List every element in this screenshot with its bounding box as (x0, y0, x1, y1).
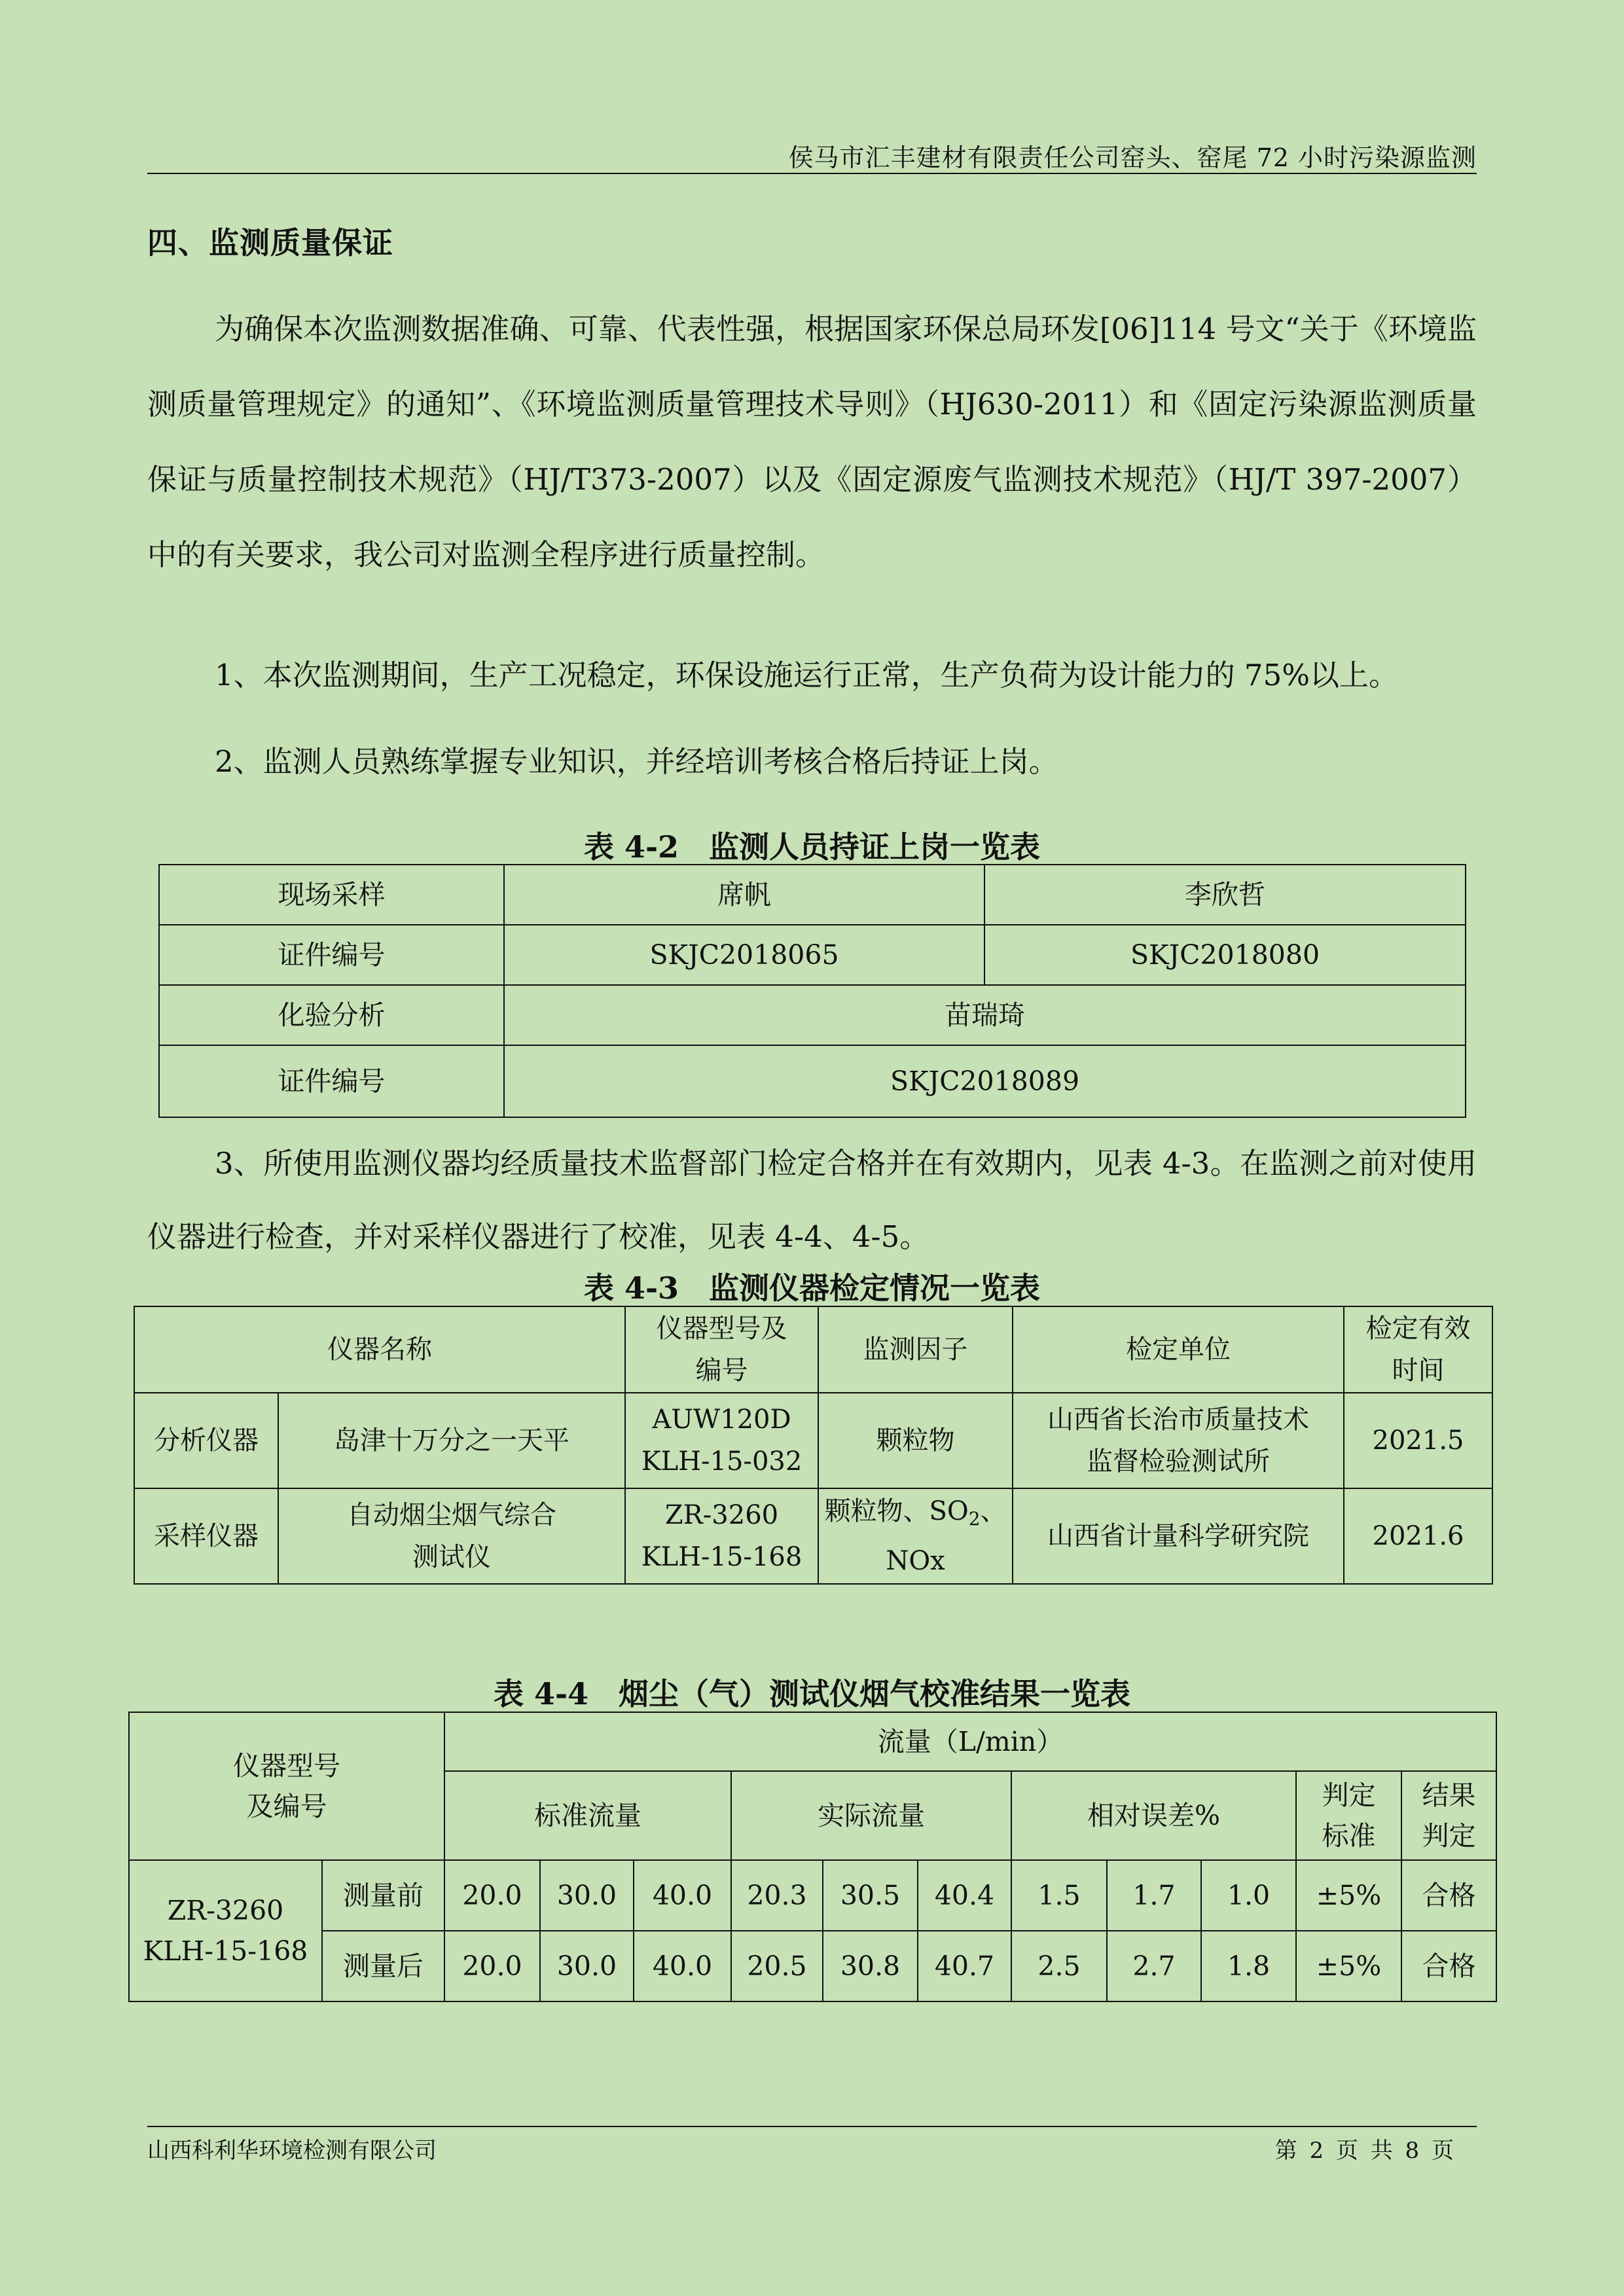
header-unit: 检定单位 (1013, 1306, 1344, 1393)
analyst: 苗瑞琦 (504, 985, 1466, 1045)
std-flow: 30.0 (540, 1860, 634, 1931)
table-row (129, 1931, 1496, 2001)
cert-label: 证件编号 (159, 925, 504, 985)
act-flow: 20.3 (731, 1860, 823, 1931)
table44-caption: 表 4-4 烟尘（气）测试仪烟气校准结果一览表 (493, 1676, 1131, 1712)
rel-error: 1.5 (1011, 1860, 1107, 1931)
stage: 测量后 (322, 1931, 444, 2001)
std-flow: 20.0 (444, 1860, 540, 1931)
instrument-model: ZR-3260 KLH-15-168 (625, 1488, 818, 1584)
instrument-name: 岛津十万分之一天平 (278, 1393, 625, 1488)
analysis-label: 化验分析 (159, 985, 504, 1045)
instrument-model: ZR-3260 KLH-15-168 (129, 1860, 322, 2001)
cert-label-2: 证件编号 (159, 1045, 504, 1117)
category: 分析仪器 (134, 1393, 278, 1488)
criterion: ±5% (1296, 1931, 1401, 2001)
table-row (134, 1488, 1492, 1584)
header-name: 仪器名称 (134, 1306, 625, 1393)
table-row (159, 865, 1466, 925)
rel-error: 2.7 (1107, 1931, 1201, 2001)
footer-rule (147, 2126, 1477, 2127)
instrument-name: 自动烟尘烟气综合 测试仪 (278, 1488, 625, 1584)
cert-1: SKJC2018065 (504, 925, 984, 985)
rel-error: 1.8 (1201, 1931, 1296, 2001)
verification-unit: 山西省计量科学研究院 (1013, 1488, 1344, 1584)
table-row (159, 925, 1466, 985)
stage: 测量前 (322, 1860, 444, 1931)
table42-caption: 表 4-2 监测人员持证上岗一览表 (583, 829, 1041, 865)
result: 合格 (1401, 1931, 1496, 2001)
monitoring-factor: 颗粒物、$SO_2$、 NOx (818, 1488, 1013, 1584)
header-criterion: 判定 标准 (1296, 1771, 1401, 1860)
instrument-table (134, 1306, 1493, 1585)
instrument-model: AUW120D KLH-15-032 (625, 1393, 818, 1488)
act-flow: 30.8 (823, 1931, 918, 2001)
table-row (159, 985, 1466, 1045)
personnel-table (158, 864, 1466, 1118)
valid-until: 2021.6 (1344, 1488, 1492, 1584)
page-header-title: 侯马市汇丰建材有限责任公司窑头、窑尾 72 小时污染源监测 (788, 143, 1477, 172)
std-flow: 20.0 (444, 1931, 540, 2001)
header-factor: 监测因子 (818, 1306, 1013, 1393)
header-model: 仪器型号及 编号 (625, 1306, 818, 1393)
header-standard-flow: 标准流量 (444, 1771, 731, 1860)
header-actual-flow: 实际流量 (731, 1771, 1011, 1860)
cert-3: SKJC2018089 (504, 1045, 1466, 1117)
rel-error: 1.0 (1201, 1860, 1296, 1931)
page-number: 第 2 页 共 8 页 (1274, 2138, 1454, 2164)
table-row (129, 1712, 1496, 1771)
calibration-table (128, 1712, 1497, 2002)
header-relative-error: 相对误差% (1011, 1771, 1296, 1860)
intro-paragraph: 为确保本次监测数据准确、可靠、代表性强，根据国家环保总局环发[06]114 号文“关于《环境监测质量管理规定》的通知”、《环境监测质量管理技术导则》（HJ630-2011）和《固定污染源监测质量保证与质量控制技术规范》（HJ/T373-2007）以及《固定源废气监测技术规范》（HJ/T 397-2007）中的有关要求，我公司对监测全程序进行质量控制。 (147, 312, 1477, 572)
std-flow: 40.0 (634, 1860, 731, 1931)
table43-caption: 表 4-3 监测仪器检定情况一览表 (583, 1270, 1041, 1306)
rel-error: 1.7 (1107, 1860, 1201, 1931)
rel-error: 2.5 (1011, 1931, 1107, 2001)
header-rule (147, 173, 1477, 174)
category: 采样仪器 (134, 1488, 278, 1584)
item-2: 2、监测人员熟练掌握专业知识，并经培训考核合格后持证上岗。 (215, 744, 1058, 779)
header-valid: 检定有效 时间 (1344, 1306, 1492, 1393)
section-title: 四、监测质量保证 (147, 225, 393, 260)
header-flow: 流量（L/min） (444, 1712, 1496, 1771)
table-row (129, 1860, 1496, 1931)
act-flow: 20.5 (731, 1931, 823, 2001)
item-3: 3、所使用监测仪器均经质量技术监督部门检定合格并在有效期内，见表 4-3。在监测之前对使用仪器进行检查，并对采样仪器进行了校准，见表 4-4、4-5。 (147, 1146, 1477, 1254)
verification-unit: 山西省长治市质量技术 监督检验测试所 (1013, 1393, 1344, 1488)
monitoring-factor: 颗粒物 (818, 1393, 1013, 1488)
header-result: 结果 判定 (1401, 1771, 1496, 1860)
result: 合格 (1401, 1860, 1496, 1931)
sampling-label: 现场采样 (159, 865, 504, 925)
valid-until: 2021.5 (1344, 1393, 1492, 1488)
footer-company: 山西科利华环境检测有限公司 (147, 2138, 437, 2164)
table-row (134, 1306, 1492, 1393)
sampler-2: 李欣哲 (984, 865, 1466, 925)
cert-2: SKJC2018080 (984, 925, 1466, 985)
act-flow: 40.4 (918, 1860, 1011, 1931)
act-flow: 30.5 (823, 1860, 918, 1931)
table-row (159, 1045, 1466, 1117)
act-flow: 40.7 (918, 1931, 1011, 2001)
sampler-1: 席帆 (504, 865, 984, 925)
header-model: 仪器型号 及编号 (129, 1712, 444, 1860)
item-1: 1、本次监测期间，生产工况稳定，环保设施运行正常，生产负荷为设计能力的 75%以上。 (215, 658, 1398, 692)
table-row (134, 1393, 1492, 1488)
std-flow: 30.0 (540, 1931, 634, 2001)
criterion: ±5% (1296, 1860, 1401, 1931)
std-flow: 40.0 (634, 1931, 731, 2001)
